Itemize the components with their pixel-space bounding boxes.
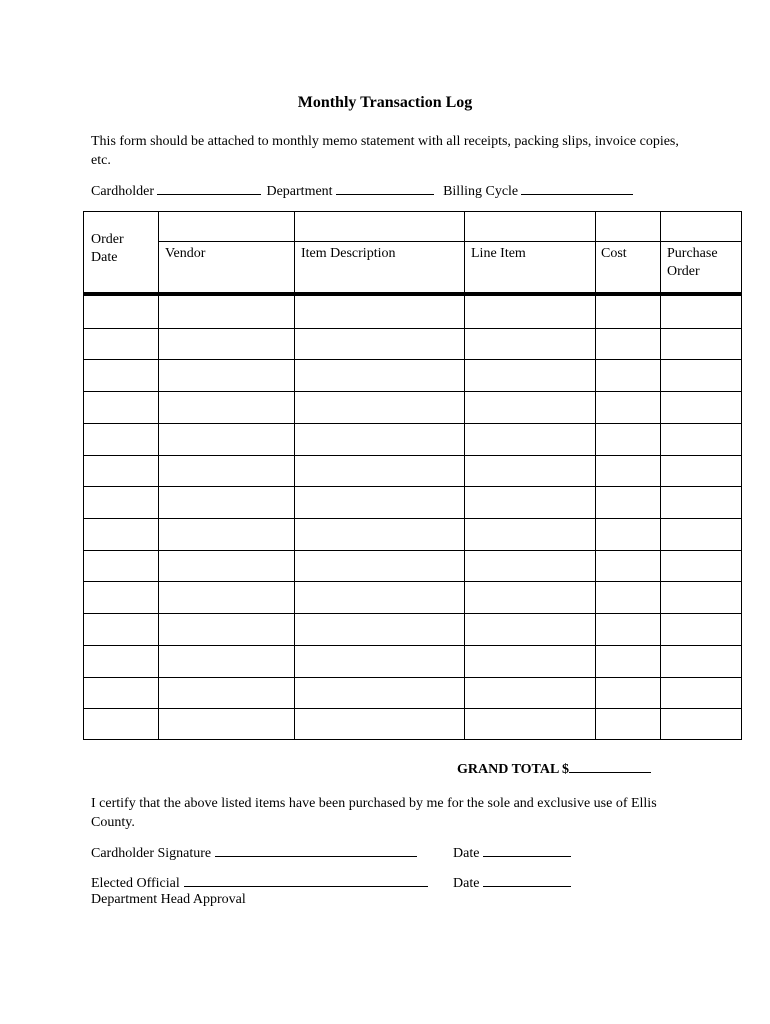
header-fields bbox=[91, 180, 633, 200]
header-order-date: Order Date bbox=[91, 232, 124, 265]
grand-total bbox=[457, 760, 651, 778]
grand-total-field[interactable] bbox=[569, 760, 651, 773]
date-line-1 bbox=[453, 844, 571, 862]
header-line-item: Line Item bbox=[471, 246, 526, 261]
certification-text: I certify that the above listed items have been purchased by me for the sole and exclusive use of Ellis County. bbox=[91, 796, 657, 830]
intro-text: This form should be attached to monthly memo statement with all receipts, packing slips, invoice copies, etc. bbox=[91, 134, 679, 168]
page-title: Monthly Transaction Log bbox=[297, 94, 473, 111]
cardholder-signature-label: Cardholder Signature bbox=[91, 846, 212, 861]
table-grid bbox=[83, 211, 742, 740]
billing-cycle-field[interactable] bbox=[521, 180, 633, 195]
header-purchase-order: Purchase Order bbox=[667, 246, 718, 279]
date-label-2: Date bbox=[453, 876, 480, 891]
date-label-1: Date bbox=[453, 846, 480, 861]
header-cost: Cost bbox=[601, 246, 627, 261]
header-vendor: Vendor bbox=[165, 246, 206, 261]
billing-cycle-label: Billing Cycle bbox=[443, 184, 519, 199]
department-head-approval: Department Head Approval bbox=[91, 892, 246, 907]
date-field-2[interactable] bbox=[483, 874, 571, 887]
header-item-description: Item Description bbox=[301, 246, 396, 261]
cardholder-field[interactable] bbox=[157, 180, 261, 195]
department-label: Department bbox=[266, 184, 333, 199]
cardholder-signature-field[interactable] bbox=[215, 844, 417, 857]
elected-official-line bbox=[91, 874, 428, 892]
grand-total-label: GRAND TOTAL $ bbox=[457, 762, 570, 777]
elected-official-field[interactable] bbox=[184, 874, 428, 887]
elected-official-label: Elected Official bbox=[91, 876, 180, 891]
cardholder-signature-line bbox=[91, 844, 417, 862]
transaction-table bbox=[83, 211, 742, 740]
date-line-2 bbox=[453, 874, 571, 892]
date-field-1[interactable] bbox=[483, 844, 571, 857]
cardholder-label: Cardholder bbox=[91, 184, 154, 199]
department-field[interactable] bbox=[336, 180, 434, 195]
